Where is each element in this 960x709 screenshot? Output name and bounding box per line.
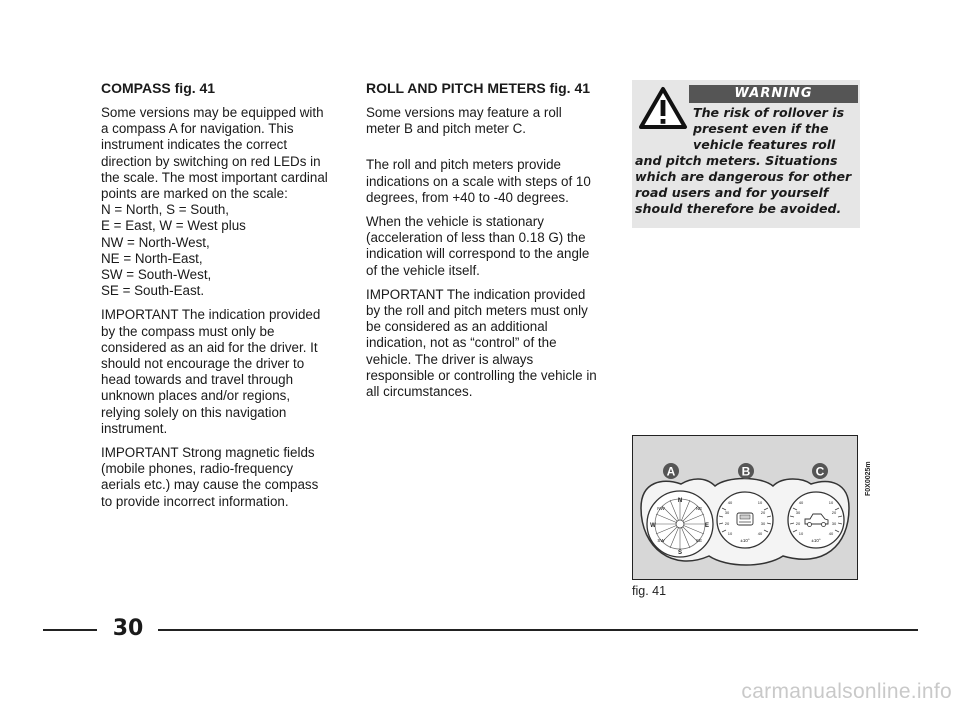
roll-scale-3: 20 <box>724 521 730 526</box>
roll-scale-4: 10 <box>727 531 733 536</box>
car-rear-icon <box>737 513 753 525</box>
roll-scale-2: 30 <box>724 510 730 515</box>
pitch-scale-8: 40 <box>828 531 834 536</box>
roll-pitch-paragraph-2: The roll and pitch meters provide indications on a scale with steps of 10 degrees, from +40 to -40 degrees. <box>366 157 591 205</box>
compass-dial <box>647 491 713 557</box>
warning-title: WARNING <box>689 85 858 103</box>
pitch-unit: ±10° <box>811 538 821 543</box>
pitch-meter-dial <box>788 492 844 548</box>
pitch-scale-6: 20 <box>831 510 837 515</box>
svg-text:B: B <box>741 464 751 479</box>
pitch-scale-5: 10 <box>828 500 834 505</box>
label-badge-b <box>738 463 754 479</box>
compass-label-n: N <box>677 498 683 504</box>
roll-scale-1: 40 <box>727 500 733 505</box>
footer-rule-right <box>158 629 918 631</box>
instrument-figure <box>632 435 858 580</box>
compass-label-sw: SW <box>657 538 665 543</box>
roll-unit: ±10° <box>740 538 750 543</box>
roll-pitch-paragraph-1: Some versions may feature a roll meter B and pitch meter C. <box>366 105 562 137</box>
footer-rule-left <box>43 629 97 631</box>
compass-paragraph-1: Some versions may be equipped with a compass A for navigation. This instrument indicates the correct direction by switching on red LEDs in the scale. The most important cardinal points are marked on the scale: N = North, S = South, E = East, W = West plus NW = North-West, NE = North-East, SW = South-West, SE = South-East. <box>101 105 328 299</box>
figure-caption: fig. 41 <box>632 584 667 598</box>
page-number: 30 <box>112 616 144 641</box>
pitch-scale-2: 30 <box>795 510 801 515</box>
roll-scale-5: 10 <box>757 500 763 505</box>
svg-text:A: A <box>666 464 676 479</box>
compass-label-nw: NW <box>657 506 665 511</box>
compass-label-se: SE <box>695 538 703 543</box>
pitch-scale-3: 20 <box>795 521 801 526</box>
compass-section <box>101 80 331 518</box>
label-badge-a <box>663 463 679 479</box>
compass-paragraph-3: IMPORTANT Strong magnetic fields (mobile phones, radio-frequency aerials etc.) may cause the compass to provide incorrect information. <box>101 445 319 509</box>
roll-scale-8: 40 <box>757 531 763 536</box>
compass-label-e: E <box>704 523 710 529</box>
roll-scale-7: 30 <box>760 521 766 526</box>
figure-code: F0X0025m <box>865 461 872 496</box>
label-badge-c <box>812 463 828 479</box>
compass-paragraph-2: IMPORTANT The indication provided by the compass must only be considered as an aid for the driver. It should not encourage the driver to head towards and travel through unknown places and/or regions, relying solely on this navigation instrument. <box>101 307 321 436</box>
compass-label-w: W <box>650 523 656 529</box>
roll-meter-dial <box>717 492 773 548</box>
warning-box <box>632 80 860 228</box>
compass-heading: COMPASS fig. 41 <box>101 80 216 96</box>
roll-pitch-heading: ROLL AND PITCH METERS fig. 41 <box>366 80 591 96</box>
compass-label-ne: NE <box>695 506 703 511</box>
svg-text:C: C <box>815 464 825 479</box>
instrument-cluster-illustration <box>633 436 856 578</box>
roll-pitch-section <box>366 80 598 408</box>
roll-pitch-paragraph-3: When the vehicle is stationary (acceleration of less than 0.18 G) the indication will correspond to the angle of the vehicle itself. <box>366 214 590 278</box>
roll-pitch-paragraph-4: IMPORTANT The indication provided by the roll and pitch meters must only be considered as an additional indication, not as “control” of the vehicle. The driver is always responsible or controlling the vehicle in all circumstances. <box>366 286 597 400</box>
watermark: carmanualsonline.info <box>741 680 952 703</box>
compass-label-s: S <box>677 550 683 556</box>
pitch-scale-4: 10 <box>798 531 804 536</box>
roll-scale-6: 20 <box>760 510 766 515</box>
warning-text: The risk of rollover is present even if the vehicle features roll and pitch meters. Situations which are dangerous for other road users and for yourself should therefore be avoided. <box>635 105 852 216</box>
pitch-scale-1: 40 <box>798 500 804 505</box>
pitch-scale-7: 30 <box>831 521 837 526</box>
